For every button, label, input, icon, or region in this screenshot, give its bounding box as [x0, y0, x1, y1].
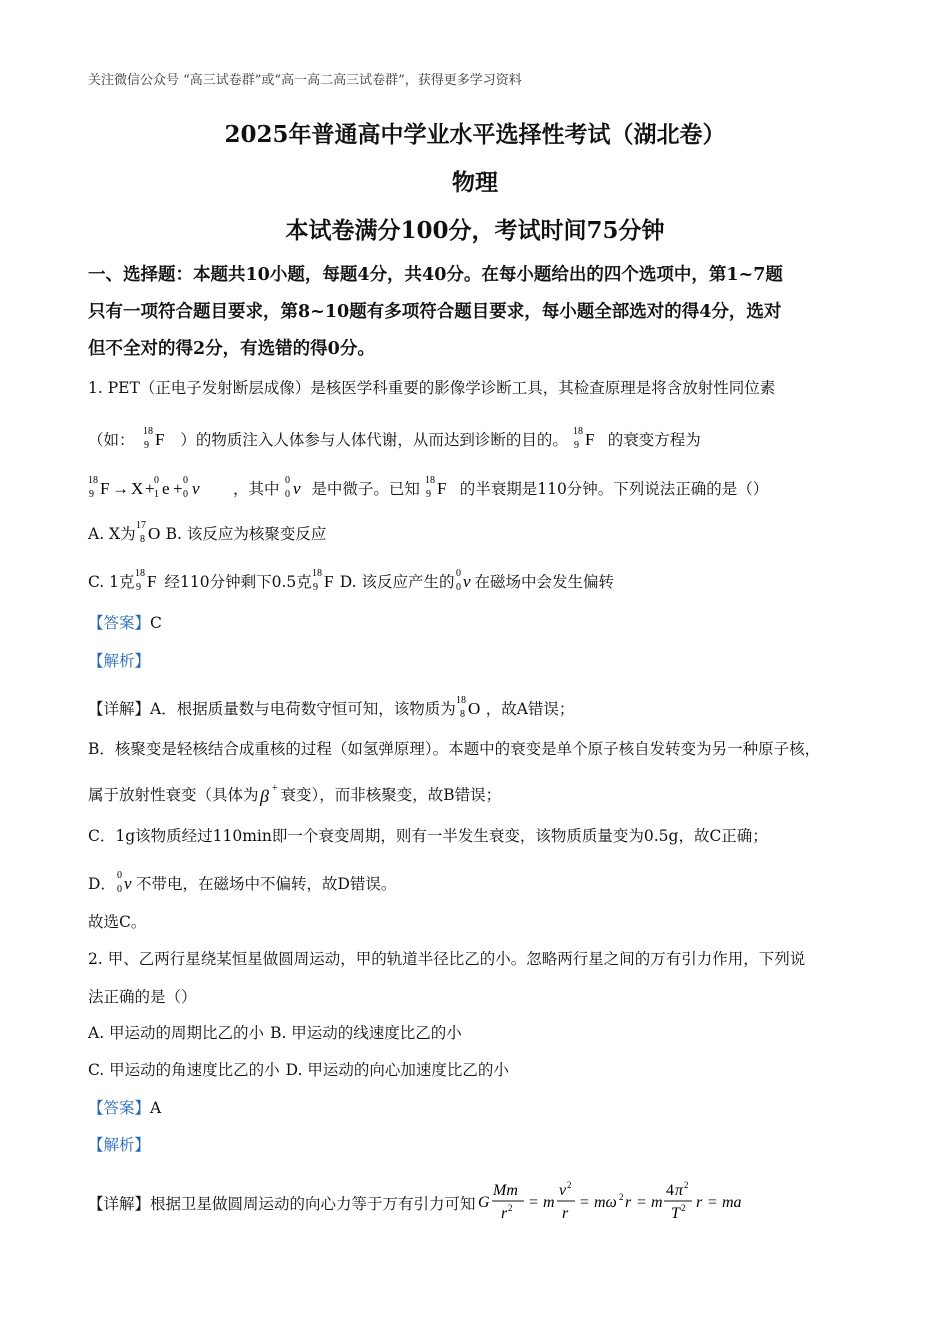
svg-text:ν: ν [192, 479, 200, 498]
q2-option-d: D. 甲运动的向心加速度比乙的小 [285, 1061, 509, 1079]
svg-text:T: T [670, 1205, 680, 1222]
q1-option-c: C. 1克 18 9 F 经110分钟剩下0.5克 18 9 F [88, 573, 340, 591]
svg-text:9: 9 [573, 440, 579, 451]
section-instructions-line3: 但不全对的得2分，有选错的得0分。 [88, 339, 375, 359]
nuclide-o18 [456, 693, 486, 721]
answer-label: 【答案】 [88, 1099, 151, 1117]
svg-text:8: 8 [139, 534, 145, 545]
q1-detail-line3: 属于放射性衰变（具体为 β + 衰变），而非核聚变，故B错误； [88, 780, 501, 808]
q2-analysis-label: 【解析】 [88, 1136, 151, 1154]
svg-text:→: → [112, 479, 129, 498]
svg-text:18: 18 [134, 568, 145, 579]
q2-answer [88, 1097, 161, 1119]
svg-text:ν: ν [293, 479, 301, 498]
svg-text:v: v [558, 1182, 566, 1199]
q1-answer [88, 612, 162, 634]
q1-analysis-label: 【解析】 [88, 652, 151, 670]
svg-text:8: 8 [459, 709, 465, 720]
svg-text:9: 9 [144, 440, 150, 451]
svg-text:18: 18 [424, 475, 435, 486]
svg-text:+: + [271, 783, 278, 794]
nuclide-f18 [573, 423, 603, 453]
svg-text:18: 18 [455, 695, 466, 706]
q1-stem-line3: 18 9 F → X + 0 1 e + 0 0 ν ，其中 0 0 ν 是中微子。已知 18 9 F 的半衰期是110分钟。下列说法正确的是（） [88, 472, 768, 502]
svg-text:β: β [259, 786, 269, 806]
q1-conclusion: 故选C。 [88, 913, 147, 931]
svg-text:18: 18 [311, 568, 322, 579]
q1-option-b: B. 该反应为核聚变反应 [165, 525, 327, 543]
neutrino-symbol [116, 868, 136, 896]
svg-text:0: 0 [455, 568, 461, 579]
svg-text:Mm: Mm [492, 1182, 518, 1199]
svg-text:ma: ma [721, 1194, 742, 1211]
q2-stem-line2: 法正确的是（） [88, 988, 197, 1006]
beta-plus-symbol [259, 780, 281, 808]
q2-detail: 【详解】根据卫星做圆周运动的向心力等于万有引力可知 G Mm r 2 = m v 2 r = mω 2 r = m 4 π 2 T 2 r = ma [88, 1178, 776, 1226]
svg-text:0: 0 [116, 884, 122, 895]
q1-stem-line2: （如： 18 9 F ）的物质注入人体参与人体代谢，从而达到诊断的目的。 18 9 F 的衰变方程为 [88, 423, 701, 453]
svg-text:G: G [477, 1194, 490, 1211]
answer-label: 【答案】 [88, 614, 151, 632]
header-note: 关注微信公众号 “高三试卷群”或“高一高二高三试卷群”，获得更多学习资料 [88, 73, 522, 88]
nuclide-f18 [425, 472, 455, 502]
svg-text:4: 4 [665, 1182, 674, 1199]
decay-equation [88, 472, 228, 502]
svg-text:0: 0 [154, 475, 159, 486]
q2-option-c: C. 甲运动的角速度比乙的小 [88, 1061, 280, 1079]
neutrino-symbol [284, 472, 306, 502]
svg-text:m: m [542, 1194, 555, 1211]
q2-options-ab [88, 1022, 462, 1044]
q1-option-a: A. X为 17 8 O [88, 525, 166, 543]
svg-text:O: O [467, 699, 480, 718]
svg-text:2: 2 [683, 1180, 689, 1190]
svg-text:F: F [584, 430, 595, 449]
svg-text:O: O [147, 524, 160, 543]
svg-text:F: F [323, 572, 334, 591]
exam-title: 2025年普通高中学业水平选择性考试（湖北卷） [224, 121, 726, 148]
svg-text:2: 2 [507, 1203, 513, 1213]
svg-text:2: 2 [680, 1203, 686, 1213]
q2-option-b: B. 甲运动的线速度比乙的小 [270, 1024, 462, 1042]
svg-text:0: 0 [116, 870, 122, 881]
section-instructions-line2: 只有一项符合题目要求，第8~10题有多项符合题目要求，每小题全部选对的得4分，选对 [88, 302, 782, 322]
q2-option-a: A. 甲运动的周期比乙的小 [88, 1024, 265, 1042]
svg-text:+: + [145, 479, 155, 498]
svg-text:0: 0 [455, 582, 461, 593]
answer-value: C [150, 614, 162, 632]
q1-detail-line2: B．核聚变是轻核结合成重核的过程（如氢弹原理）。本题中的衰变是单个原子核自发转变为另一种原子核， [88, 740, 821, 758]
svg-text:1: 1 [154, 489, 159, 500]
svg-text:F: F [436, 479, 447, 498]
svg-text:X: X [131, 479, 144, 498]
svg-text:π: π [674, 1182, 683, 1199]
svg-text:17: 17 [135, 520, 146, 531]
svg-text:=: = [707, 1194, 717, 1211]
svg-text:9: 9 [89, 489, 94, 500]
svg-text:F: F [100, 479, 110, 498]
svg-text:=: = [528, 1194, 538, 1211]
answer-value: A [150, 1099, 162, 1117]
nuclide-f18 [139, 423, 175, 453]
q1-detail-line4: C．1g该物质经过110min即一个衰变周期，则有一半发生衰变，该物质质量变为0.5g，故C正确； [88, 827, 768, 845]
svg-text:2: 2 [566, 1180, 572, 1190]
svg-text:mω: mω [593, 1194, 617, 1211]
svg-text:r: r [695, 1194, 702, 1211]
svg-text:ν: ν [123, 874, 132, 893]
svg-text:2: 2 [618, 1192, 624, 1202]
q1-options-cd [88, 566, 614, 594]
svg-text:r: r [624, 1194, 631, 1211]
svg-text:=: = [579, 1194, 589, 1211]
svg-text:ν: ν [462, 572, 471, 591]
svg-text:0: 0 [285, 475, 291, 486]
q1-detail-line5: D． 0 0 ν 不带电，在磁场中不偏转，故D错误。 [88, 870, 397, 895]
svg-text:9: 9 [135, 582, 141, 593]
q2-stem-line1: 2. 甲、乙两行星绕某恒星做圆周运动，甲的轨道半径比乙的小。忽略两行星之间的万有引力作用，下列说 [88, 950, 806, 968]
q1-stem-line1: 1. PET（正电子发射断层成像）是核医学科重要的影像学诊断工具，其检查原理是将含放射性同位素 [88, 379, 776, 397]
svg-text:r: r [500, 1205, 507, 1222]
svg-text:18: 18 [88, 475, 98, 486]
q1-detail-line1: 【详解】A．根据质量数与电荷数守恒可知，该物质为 18 8 O ，故A错误； [88, 695, 575, 720]
svg-text:F: F [146, 572, 156, 591]
svg-text:m: m [650, 1194, 663, 1211]
svg-text:9: 9 [425, 489, 431, 500]
svg-text:e: e [162, 479, 170, 498]
svg-text:=: = [636, 1194, 646, 1211]
svg-text:+: + [173, 479, 183, 498]
neutrino-symbol [455, 566, 475, 594]
svg-text:18: 18 [572, 426, 583, 437]
svg-text:F: F [155, 430, 165, 449]
svg-text:9: 9 [312, 582, 318, 593]
section-instructions-line1: 一、选择题：本题共10小题，每题4分，共40分。在每小题给出的四个选项中，第1~7题 [88, 265, 783, 285]
q1-options-ab [88, 518, 326, 546]
svg-text:0: 0 [285, 489, 291, 500]
q2-options-cd [88, 1059, 509, 1081]
svg-text:0: 0 [183, 475, 188, 486]
svg-text:18: 18 [143, 426, 154, 437]
gravitation-formula [476, 1178, 776, 1226]
svg-text:0: 0 [183, 489, 188, 500]
nuclide-f18 [312, 566, 340, 594]
subject-title: 物理 [452, 169, 498, 196]
exam-info: 本试卷满分100分，考试时间75分钟 [285, 217, 665, 244]
q1-option-d: D. 该反应产生的 0 0 ν 在磁场中会发生偏转 [339, 568, 615, 593]
svg-text:r: r [561, 1205, 568, 1222]
nuclide-o17 [136, 518, 166, 546]
nuclide-f18 [135, 566, 165, 594]
